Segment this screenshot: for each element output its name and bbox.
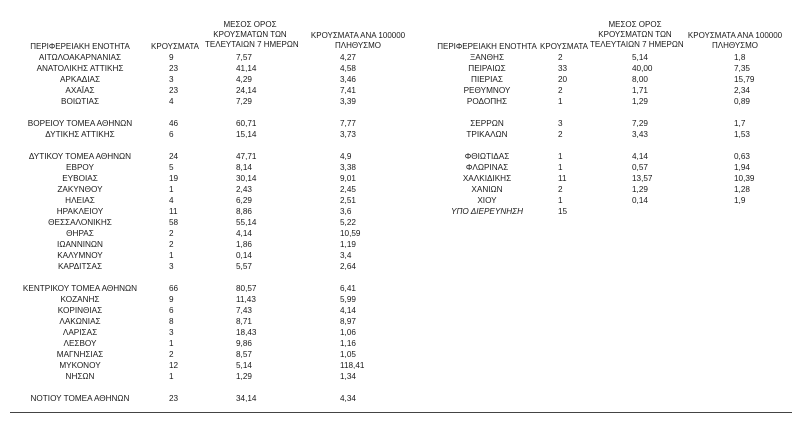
region-name: ΗΡΑΚΛΕΙΟΥ <box>56 207 104 216</box>
region-name: ΛΑΚΩΝΙΑΣ <box>59 317 101 326</box>
region-name: ΛΑΡΙΣΑΣ <box>62 328 98 337</box>
cases-value: 24 <box>169 152 179 161</box>
avg-7-days-value: 8,00 <box>632 75 648 84</box>
cases-value: 3 <box>558 119 563 128</box>
per-100k-value: 10,39 <box>734 174 755 183</box>
region-name: ΚΕΝΤΡΙΚΟΥ ΤΟΜΕΑ ΑΘΗΝΩΝ <box>22 284 138 293</box>
avg-7-days-value: 5,57 <box>236 262 252 271</box>
cases-value: 3 <box>169 262 174 271</box>
region-name: ΞΑΝΘΗΣ <box>469 53 505 62</box>
per-100k-value: 2,45 <box>340 185 356 194</box>
per-100k-value: 1,16 <box>340 339 356 348</box>
header-region: ΠΕΡΙΦΕΡΕΙΑΚΗ ΕΝΟΤΗΤΑ <box>437 42 537 51</box>
region-name: ΑΡΚΑΔΙΑΣ <box>59 75 101 84</box>
per-100k-value: 1,53 <box>734 130 750 139</box>
table-row <box>0 129 400 140</box>
header-per100k-line2: ΠΛΗΘΥΣΜΟ <box>711 41 759 50</box>
table-row <box>400 151 800 162</box>
per-100k-value: 10,59 <box>340 229 361 238</box>
avg-7-days-value: 15,14 <box>236 130 257 139</box>
table-row <box>400 107 800 118</box>
cases-value: 23 <box>169 86 179 95</box>
per-100k-value: 4,58 <box>340 64 356 73</box>
per-100k-value: 4,14 <box>340 306 356 315</box>
region-name: ΘΗΡΑΣ <box>66 229 94 238</box>
avg-7-days-value: 4,29 <box>236 75 252 84</box>
region-name: ΒΟΙΩΤΙΑΣ <box>60 97 100 106</box>
region-name: ΣΕΡΡΩΝ <box>470 119 504 128</box>
table-row <box>400 184 800 195</box>
table-row <box>0 173 400 184</box>
cases-value: 2 <box>169 240 174 249</box>
table-row <box>400 173 800 184</box>
header-per-100k <box>308 31 408 51</box>
region-name: ΔΥΤΙΚΗΣ ΑΤΤΙΚΗΣ <box>45 130 115 139</box>
table-row <box>0 283 400 294</box>
table-row <box>0 261 400 272</box>
cases-value: 23 <box>169 64 179 73</box>
cases-value: 9 <box>169 295 174 304</box>
table-row <box>0 52 400 63</box>
table-row <box>0 316 400 327</box>
avg-7-days-value: 4,14 <box>632 152 648 161</box>
table-row <box>0 360 400 371</box>
avg-7-days-value: 41,14 <box>236 64 257 73</box>
per-100k-value: 1,05 <box>340 350 356 359</box>
avg-7-days-value: 7,43 <box>236 306 252 315</box>
cases-value: 2 <box>558 130 563 139</box>
region-name: ΤΡΙΚΑΛΩΝ <box>466 130 508 139</box>
table-row <box>400 195 800 206</box>
table-row <box>400 140 800 151</box>
table-row <box>0 382 400 393</box>
region-name: ΧΑΝΙΩΝ <box>471 185 503 194</box>
region-name: ΖΑΚΥΝΘΟΥ <box>57 185 103 194</box>
per-100k-value: 2,34 <box>734 86 750 95</box>
region-name: ΧΑΛΚΙΔΙΚΗΣ <box>462 174 512 183</box>
header-avg-7-days <box>590 20 684 50</box>
table-row <box>0 85 400 96</box>
cases-value: 1 <box>169 185 174 194</box>
avg-7-days-value: 1,71 <box>632 86 648 95</box>
per-100k-value: 5,99 <box>340 295 356 304</box>
cases-value: 66 <box>169 284 179 293</box>
region-name: ΔΥΤΙΚΟΥ ΤΟΜΕΑ ΑΘΗΝΩΝ <box>28 152 132 161</box>
per-100k-value: 1,34 <box>340 372 356 381</box>
cases-value: 19 <box>169 174 179 183</box>
avg-7-days-value: 7,29 <box>236 97 252 106</box>
avg-7-days-value: 30,14 <box>236 174 257 183</box>
table-row <box>0 272 400 283</box>
table-row <box>400 85 800 96</box>
cases-value: 11 <box>558 174 567 183</box>
per-100k-value: 1,9 <box>734 196 746 205</box>
table-row <box>0 217 400 228</box>
cases-value: 6 <box>169 306 174 315</box>
table-row <box>0 184 400 195</box>
table-row <box>0 294 400 305</box>
table-row <box>0 96 400 107</box>
per-100k-value: 1,8 <box>734 53 746 62</box>
avg-7-days-value: 40,00 <box>632 64 653 73</box>
avg-7-days-value: 13,57 <box>632 174 653 183</box>
cases-value: 1 <box>558 152 563 161</box>
cases-value: 46 <box>169 119 179 128</box>
table-row <box>0 151 400 162</box>
region-name: ΒΟΡΕΙΟΥ ΤΟΜΕΑ ΑΘΗΝΩΝ <box>27 119 133 128</box>
per-100k-value: 3,46 <box>340 75 356 84</box>
header-cases: ΚΡΟΥΣΜΑΤΑ <box>540 42 588 51</box>
per-100k-value: 2,64 <box>340 262 356 271</box>
cases-value: 23 <box>169 394 179 403</box>
per-100k-value: 1,06 <box>340 328 356 337</box>
table-row <box>0 107 400 118</box>
table-row <box>400 96 800 107</box>
region-name: ΑΙΤΩΛΟΑΚΑΡΝΑΝΙΑΣ <box>38 53 122 62</box>
table-row <box>400 129 800 140</box>
avg-7-days-value: 80,57 <box>236 284 257 293</box>
cases-value: 15 <box>558 207 568 216</box>
table-row <box>0 349 400 360</box>
region-name: ΡΟΔΟΠΗΣ <box>466 97 508 106</box>
region-name: ΦΘΙΩΤΙΔΑΣ <box>464 152 510 161</box>
header-avg-line1: ΜΕΣΟΣ ΟΡΟΣ <box>608 20 662 29</box>
region-name: ΧΙΟΥ <box>477 196 497 205</box>
per-100k-value: 5,22 <box>340 218 356 227</box>
header-avg-line1: ΜΕΣΟΣ ΟΡΟΣ <box>223 20 277 29</box>
region-name: ΡΕΘΥΜΝΟΥ <box>463 86 511 95</box>
cases-value: 2 <box>558 53 563 62</box>
per-100k-value: 118,41 <box>340 361 365 370</box>
region-name: ΚΟΡΙΝΘΙΑΣ <box>57 306 103 315</box>
per-100k-value: 1,94 <box>734 163 750 172</box>
region-name: ΗΛΕΙΑΣ <box>65 196 95 205</box>
table-row <box>0 327 400 338</box>
per-100k-value: 3,38 <box>340 163 356 172</box>
avg-7-days-value: 1,29 <box>632 97 648 106</box>
cases-value: 11 <box>169 207 178 216</box>
avg-7-days-value: 7,57 <box>236 53 252 62</box>
cases-value: 2 <box>558 86 563 95</box>
table-row <box>400 118 800 129</box>
table-row <box>0 393 400 404</box>
avg-7-days-value: 4,14 <box>236 229 252 238</box>
cases-value: 1 <box>169 339 174 348</box>
region-name: ΜΥΚΟΝΟΥ <box>59 361 101 370</box>
cases-value: 58 <box>169 218 179 227</box>
per-100k-value: 4,9 <box>340 152 352 161</box>
per-100k-value: 9,01 <box>340 174 356 183</box>
region-name: ΘΕΣΣΑΛΟΝΙΚΗΣ <box>48 218 112 227</box>
per-100k-value: 3,39 <box>340 97 356 106</box>
cases-value: 6 <box>169 130 174 139</box>
avg-7-days-value: 8,14 <box>236 163 252 172</box>
per-100k-value: 7,35 <box>734 64 750 73</box>
avg-7-days-value: 1,29 <box>236 372 252 381</box>
header-avg-line2: ΚΡΟΥΣΜΑΤΩΝ ΤΩΝ <box>598 30 672 39</box>
region-name: ΕΒΡΟΥ <box>66 163 94 172</box>
header-avg-line3: ΤΕΛΕΥΤΑΙΩΝ 7 ΗΜΕΡΩΝ <box>590 40 684 49</box>
avg-7-days-value: 8,71 <box>236 317 252 326</box>
cases-value: 20 <box>558 75 568 84</box>
header-per100k-line1: ΚΡΟΥΣΜΑΤΑ ΑΝΑ 100000 <box>310 31 406 40</box>
table-row <box>0 63 400 74</box>
cases-value: 1 <box>558 163 563 172</box>
avg-7-days-value: 8,86 <box>236 207 252 216</box>
table-row <box>400 206 800 217</box>
cases-value: 1 <box>169 251 174 260</box>
per-100k-value: 4,27 <box>340 53 356 62</box>
table-row <box>0 305 400 316</box>
table-row <box>400 52 800 63</box>
table-row <box>0 206 400 217</box>
header-avg-7-days <box>205 20 299 50</box>
per-100k-value: 1,19 <box>340 240 356 249</box>
per-100k-value: 0,63 <box>734 152 750 161</box>
region-name: ΝΗΣΩΝ <box>65 372 95 381</box>
avg-7-days-value: 1,29 <box>632 185 648 194</box>
avg-7-days-value: 24,14 <box>236 86 257 95</box>
region-name: ΑΝΑΤΟΛΙΚΗΣ ΑΤΤΙΚΗΣ <box>36 64 124 73</box>
cases-value: 33 <box>558 64 568 73</box>
region-name: ΥΠΟ ΔΙΕΡΕΥΝΗΣΗ <box>451 207 523 216</box>
region-name: ΑΧΑΪΑΣ <box>65 86 95 95</box>
cases-value: 5 <box>169 163 174 172</box>
avg-7-days-value: 0,14 <box>236 251 252 260</box>
header-avg-line2: ΚΡΟΥΣΜΑΤΩΝ ΤΩΝ <box>213 30 287 39</box>
table-row <box>400 162 800 173</box>
table-row <box>0 118 400 129</box>
table-row <box>0 228 400 239</box>
table-row <box>0 195 400 206</box>
cases-value: 1 <box>558 97 563 106</box>
per-100k-value: 0,89 <box>734 97 750 106</box>
cases-value: 4 <box>169 196 174 205</box>
avg-7-days-value: 11,43 <box>236 295 256 304</box>
cases-value: 9 <box>169 53 174 62</box>
bottom-rule <box>10 412 792 413</box>
region-name: ΜΑΓΝΗΣΙΑΣ <box>56 350 104 359</box>
per-100k-value: 6,41 <box>340 284 356 293</box>
table-row <box>400 74 800 85</box>
cases-value: 2 <box>558 185 563 194</box>
avg-7-days-value: 47,71 <box>236 152 257 161</box>
per-100k-value: 2,51 <box>340 196 356 205</box>
table-row <box>0 371 400 382</box>
header-cases: ΚΡΟΥΣΜΑΤΑ <box>151 42 199 51</box>
per-100k-value: 8,97 <box>340 317 356 326</box>
header-per100k-line2: ΠΛΗΘΥΣΜΟ <box>334 41 382 50</box>
avg-7-days-value: 0,14 <box>632 196 648 205</box>
per-100k-value: 1,28 <box>734 185 750 194</box>
region-name: ΚΑΡΔΙΤΣΑΣ <box>57 262 103 271</box>
table-row <box>0 338 400 349</box>
cases-value: 3 <box>169 75 174 84</box>
table-row <box>0 140 400 151</box>
per-100k-value: 3,6 <box>340 207 352 216</box>
region-name: ΠΙΕΡΙΑΣ <box>471 75 503 84</box>
cases-value: 2 <box>169 350 174 359</box>
region-name: ΚΟΖΑΝΗΣ <box>60 295 100 304</box>
right-table-body <box>400 52 800 412</box>
avg-7-days-value: 2,43 <box>236 185 252 194</box>
region-name: ΠΕΙΡΑΙΩΣ <box>468 64 506 73</box>
table-row <box>0 250 400 261</box>
cases-value: 3 <box>169 328 174 337</box>
header-per100k-line1: ΚΡΟΥΣΜΑΤΑ ΑΝΑ 100000 <box>687 31 783 40</box>
per-100k-value: 4,34 <box>340 394 356 403</box>
region-name: ΦΛΩΡΙΝΑΣ <box>465 163 509 172</box>
avg-7-days-value: 0,57 <box>632 163 648 172</box>
table-row <box>0 74 400 85</box>
cases-value: 8 <box>169 317 174 326</box>
avg-7-days-value: 6,29 <box>236 196 252 205</box>
region-name: ΝΟΤΙΟΥ ΤΟΜΕΑ ΑΘΗΝΩΝ <box>30 394 130 403</box>
avg-7-days-value: 18,43 <box>236 328 257 337</box>
right-table <box>400 0 800 422</box>
avg-7-days-value: 55,14 <box>236 218 257 227</box>
region-name: ΙΩΑΝΝΙΝΩΝ <box>57 240 103 249</box>
per-100k-value: 15,79 <box>734 75 755 84</box>
cases-value: 4 <box>169 97 174 106</box>
per-100k-value: 1,7 <box>734 119 746 128</box>
avg-7-days-value: 34,14 <box>236 394 257 403</box>
per-100k-value: 7,41 <box>340 86 356 95</box>
avg-7-days-value: 1,86 <box>236 240 252 249</box>
cases-value: 12 <box>169 361 179 370</box>
region-name: ΕΥΒΟΙΑΣ <box>62 174 98 183</box>
table-row <box>0 162 400 173</box>
table-row <box>400 63 800 74</box>
avg-7-days-value: 8,57 <box>236 350 252 359</box>
table-row <box>0 239 400 250</box>
header-per-100k <box>685 31 785 51</box>
header-avg-line3: ΤΕΛΕΥΤΑΙΩΝ 7 ΗΜΕΡΩΝ <box>205 40 299 49</box>
region-name: ΛΕΣΒΟΥ <box>63 339 97 348</box>
avg-7-days-value: 60,71 <box>236 119 257 128</box>
avg-7-days-value: 5,14 <box>236 361 252 370</box>
avg-7-days-value: 5,14 <box>632 53 648 62</box>
per-100k-value: 3,4 <box>340 251 352 260</box>
per-100k-value: 3,73 <box>340 130 356 139</box>
avg-7-days-value: 7,29 <box>632 119 648 128</box>
avg-7-days-value: 3,43 <box>632 130 648 139</box>
region-name: ΚΑΛΥΜΝΟΥ <box>57 251 103 260</box>
cases-value: 2 <box>169 229 174 238</box>
per-100k-value: 7,77 <box>340 119 356 128</box>
cases-value: 1 <box>558 196 563 205</box>
header-region: ΠΕΡΙΦΕΡΕΙΑΚΗ ΕΝΟΤΗΤΑ <box>30 42 130 51</box>
left-table-body <box>0 52 400 412</box>
cases-value: 1 <box>169 372 174 381</box>
avg-7-days-value: 9,86 <box>236 339 252 348</box>
